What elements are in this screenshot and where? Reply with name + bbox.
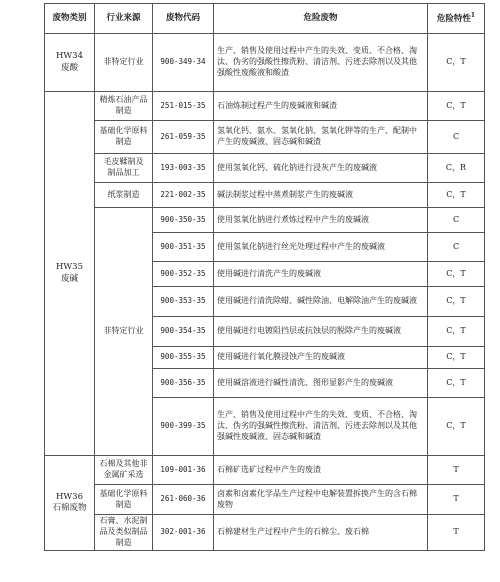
description-cell: 石棉矿选矿过程中产生的废渣 [214, 456, 428, 485]
description-cell: 氢氧化钙、氨水、氢氧化钠、氢氧化钾等的生产、配制中产生的废碱液、固态碱和碱渣 [214, 121, 428, 154]
hazard-cell: C [428, 233, 485, 262]
industry-cell: 纸浆制造 [95, 183, 153, 208]
category-cell: HW36 石棉废物 [45, 456, 95, 551]
table-row [45, 183, 485, 208]
code-cell: 302-001-36 [153, 515, 214, 551]
table-row [45, 154, 485, 183]
category-cell: HW35 废碱 [45, 92, 95, 456]
hazard-cell: C，T [428, 347, 485, 369]
hazard-cell: T [428, 456, 485, 485]
description-cell: 生产、销售及使用过程中产生的失效、变质、不合格、淘汰、伪劣的强酸性擦洗粉、清洁剂、污迹去除剂以及其他强酸性废酸液和酸渣 [214, 34, 428, 92]
table-row [45, 92, 485, 121]
table-row [45, 485, 485, 515]
hazard-cell: C [428, 121, 485, 154]
description-cell: 生产、销售及使用过程中产生的失效、变质、不合格、淘汰、伪劣的强碱性擦洗粉、清洁剂、污迹去除剂以及其他强碱性废碱液、固态碱和碱渣 [214, 398, 428, 456]
table-row [45, 456, 485, 485]
description-cell: 使用氢氧化钙、硫化钠进行浸灰产生的废碱液 [214, 154, 428, 183]
code-cell: 221-002-35 [153, 183, 214, 208]
description-cell: 使用碱溶液进行碱性清洗、图形显影产生的废碱液 [214, 369, 428, 398]
code-cell: 900-351-35 [153, 233, 214, 262]
hazard-cell: C，T [428, 183, 485, 208]
code-cell: 193-003-35 [153, 154, 214, 183]
description-cell: 使用碱进行清洗产生的废碱液 [214, 262, 428, 287]
table-row [45, 121, 485, 154]
hazard-cell: T [428, 485, 485, 515]
industry-cell: 毛皮鞣制及 制品加工 [95, 154, 153, 183]
table-header-row [45, 4, 485, 34]
code-cell: 900-353-35 [153, 287, 214, 317]
description-cell: 石棉建材生产过程中产生的石棉尘、废石棉 [214, 515, 428, 551]
hazard-cell: C，T [428, 317, 485, 347]
hazardous-waste-table [44, 3, 485, 551]
industry-cell: 石膏、水泥制 品及类似制品 制造 [95, 515, 153, 551]
hazard-cell: C，T [428, 369, 485, 398]
table-row [45, 515, 485, 551]
description-cell: 使用碱进行氧化膜浸蚀产生的废碱液 [214, 347, 428, 369]
table-row [45, 208, 485, 233]
code-cell: 261-060-36 [153, 485, 214, 515]
header-industry: 行业来源 [95, 4, 153, 34]
description-cell: 使用碱进行清洗除蜡、碱性除油、电解除油产生的废碱液 [214, 287, 428, 317]
industry-cell: 精炼石油产品 制造 [95, 92, 153, 121]
industry-cell: 石棉及其他非 金属矿采选 [95, 456, 153, 485]
hazard-cell: C，T [428, 262, 485, 287]
header-hazard [428, 4, 485, 34]
header-hazard-label: 危险特性 [436, 13, 471, 24]
code-cell: 900-349-34 [153, 34, 214, 92]
code-cell: 900-352-35 [153, 262, 214, 287]
category-cell: HW34 废酸 [45, 34, 95, 92]
code-cell: 900-356-35 [153, 369, 214, 398]
code-cell: 900-399-35 [153, 398, 214, 456]
code-cell: 900-355-35 [153, 347, 214, 369]
description-cell: 使用氢氧化钠进行煮炼过程中产生的废碱液 [214, 208, 428, 233]
industry-cell: 基础化学原料 制造 [95, 485, 153, 515]
code-cell: 900-350-35 [153, 208, 214, 233]
industry-cell: 基础化学原料 制造 [95, 121, 153, 154]
description-cell: 碱法制浆过程中蒸煮制浆产生的废碱液 [214, 183, 428, 208]
hazard-cell: C，R [428, 154, 485, 183]
description-cell: 石油炼制过程产生的废碱液和碱渣 [214, 92, 428, 121]
code-cell: 109-001-36 [153, 456, 214, 485]
header-category: 废物类别 [45, 4, 95, 34]
hazard-cell: C，T [428, 34, 485, 92]
header-description: 危险废物 [214, 4, 428, 34]
code-cell: 261-059-35 [153, 121, 214, 154]
code-cell: 251-015-35 [153, 92, 214, 121]
hazard-cell: C，T [428, 398, 485, 456]
description-cell: 使用碱进行电镀阻挡层或抗蚀层的脱除产生的废碱液 [214, 317, 428, 347]
table-row [45, 34, 485, 92]
description-cell: 使用氢氧化钠进行丝光处理过程中产生的废碱液 [214, 233, 428, 262]
hazard-cell: T [428, 515, 485, 551]
code-cell: 900-354-35 [153, 317, 214, 347]
header-code: 废物代码 [153, 4, 214, 34]
industry-cell: 非特定行业 [95, 34, 153, 92]
header-hazard-mark: 1 [470, 11, 476, 19]
description-cell: 卤素和卤素化学品生产过程中电解装置拆换产生的含石棉废物 [214, 485, 428, 515]
hazard-cell: C，T [428, 287, 485, 317]
hazard-cell: C，T [428, 92, 485, 121]
industry-cell: 非特定行业 [95, 208, 153, 456]
hazard-cell: C [428, 208, 485, 233]
